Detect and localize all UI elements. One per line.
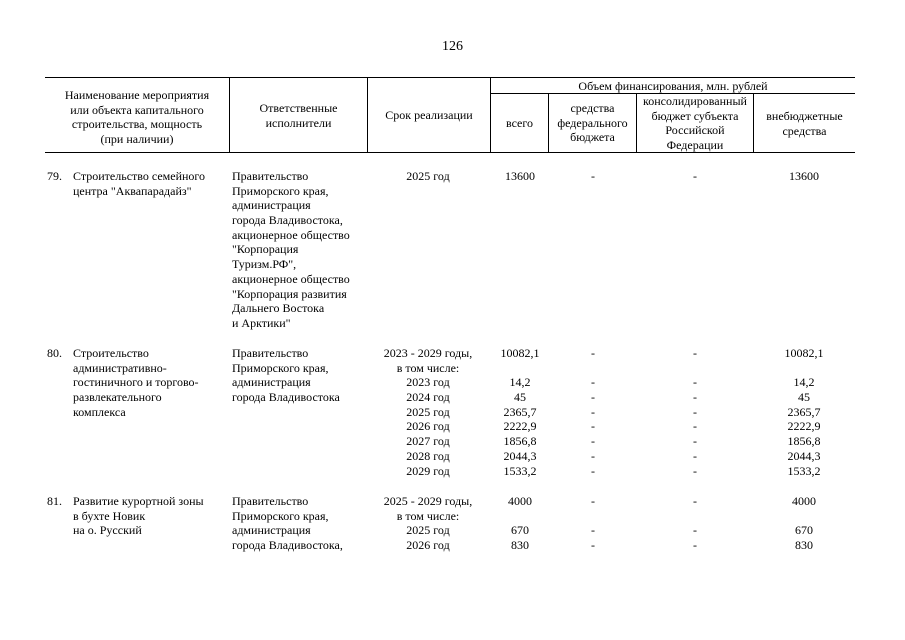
header-executors: Ответственные исполнители xyxy=(259,101,338,130)
row-executors: Правительство Приморского края, администрация города Владивостока xyxy=(232,346,340,405)
header-period: Срок реализации xyxy=(385,108,473,122)
row-federal: - xyxy=(591,169,595,183)
header-regional: консолидированный бюджет субъекта Российской Федерации xyxy=(643,94,747,153)
row-extrabudget: 10082,1 14,2 45 2365,7 2222,9 1856,8 2044,3 1533,2 xyxy=(784,346,824,478)
row-federal: - - - - - - - - xyxy=(591,346,595,478)
header-federal: средства федерального бюджета xyxy=(557,101,628,145)
row-extrabudget: 13600 xyxy=(789,169,819,183)
row-executors: Правительство Приморского края, администрация города Владивостока, акционерное общество "Корпорация Туризм.РФ", акционерное общество "Корпорация развития Дальнего Востока и Арктики" xyxy=(232,169,350,330)
header-total: всего xyxy=(505,116,534,130)
row-period: 2025 - 2029 годы, в том числе: 2025 год 2026 год xyxy=(383,494,473,553)
header-extrabudget: внебюджетные средства xyxy=(766,109,843,138)
row-number: 81. xyxy=(47,494,62,508)
row-federal: - - - xyxy=(591,494,595,553)
row-number: 79. xyxy=(47,169,62,183)
row-executors: Правительство Приморского края, администрация города Владивостока, xyxy=(232,494,343,553)
row-name: Строительство административно- гостиничного и торгово- развлекательного комплекса xyxy=(73,346,199,419)
row-total: 10082,1 14,2 45 2365,7 2222,9 1856,8 2044,3 1533,2 xyxy=(500,346,540,478)
row-extrabudget: 4000 670 830 xyxy=(792,494,816,553)
row-total: 13600 xyxy=(505,169,535,183)
row-period: 2023 - 2029 годы, в том числе: 2023 год 2024 год 2025 год 2026 год 2027 год 2028 год 2029 год xyxy=(383,346,473,478)
header-financing-group: Объем финансирования, млн. рублей xyxy=(578,79,768,93)
row-name: Развитие курортной зоны в бухте Новик на о. Русский xyxy=(73,494,204,538)
row-period: 2025 год xyxy=(406,169,450,183)
row-regional: - - - xyxy=(693,494,697,553)
header-name: Наименование мероприятия или объекта капитального строительства, мощность (при наличии) xyxy=(64,88,210,147)
row-number: 80. xyxy=(47,346,62,360)
header-top-border xyxy=(45,77,855,78)
row-name: Строительство семейного центра "Аквапарадайз" xyxy=(73,169,206,198)
row-total: 4000 670 830 xyxy=(508,494,532,553)
page-number: 126 xyxy=(442,39,463,54)
row-regional: - xyxy=(693,169,697,183)
row-regional: - - - - - - - - xyxy=(693,346,697,478)
